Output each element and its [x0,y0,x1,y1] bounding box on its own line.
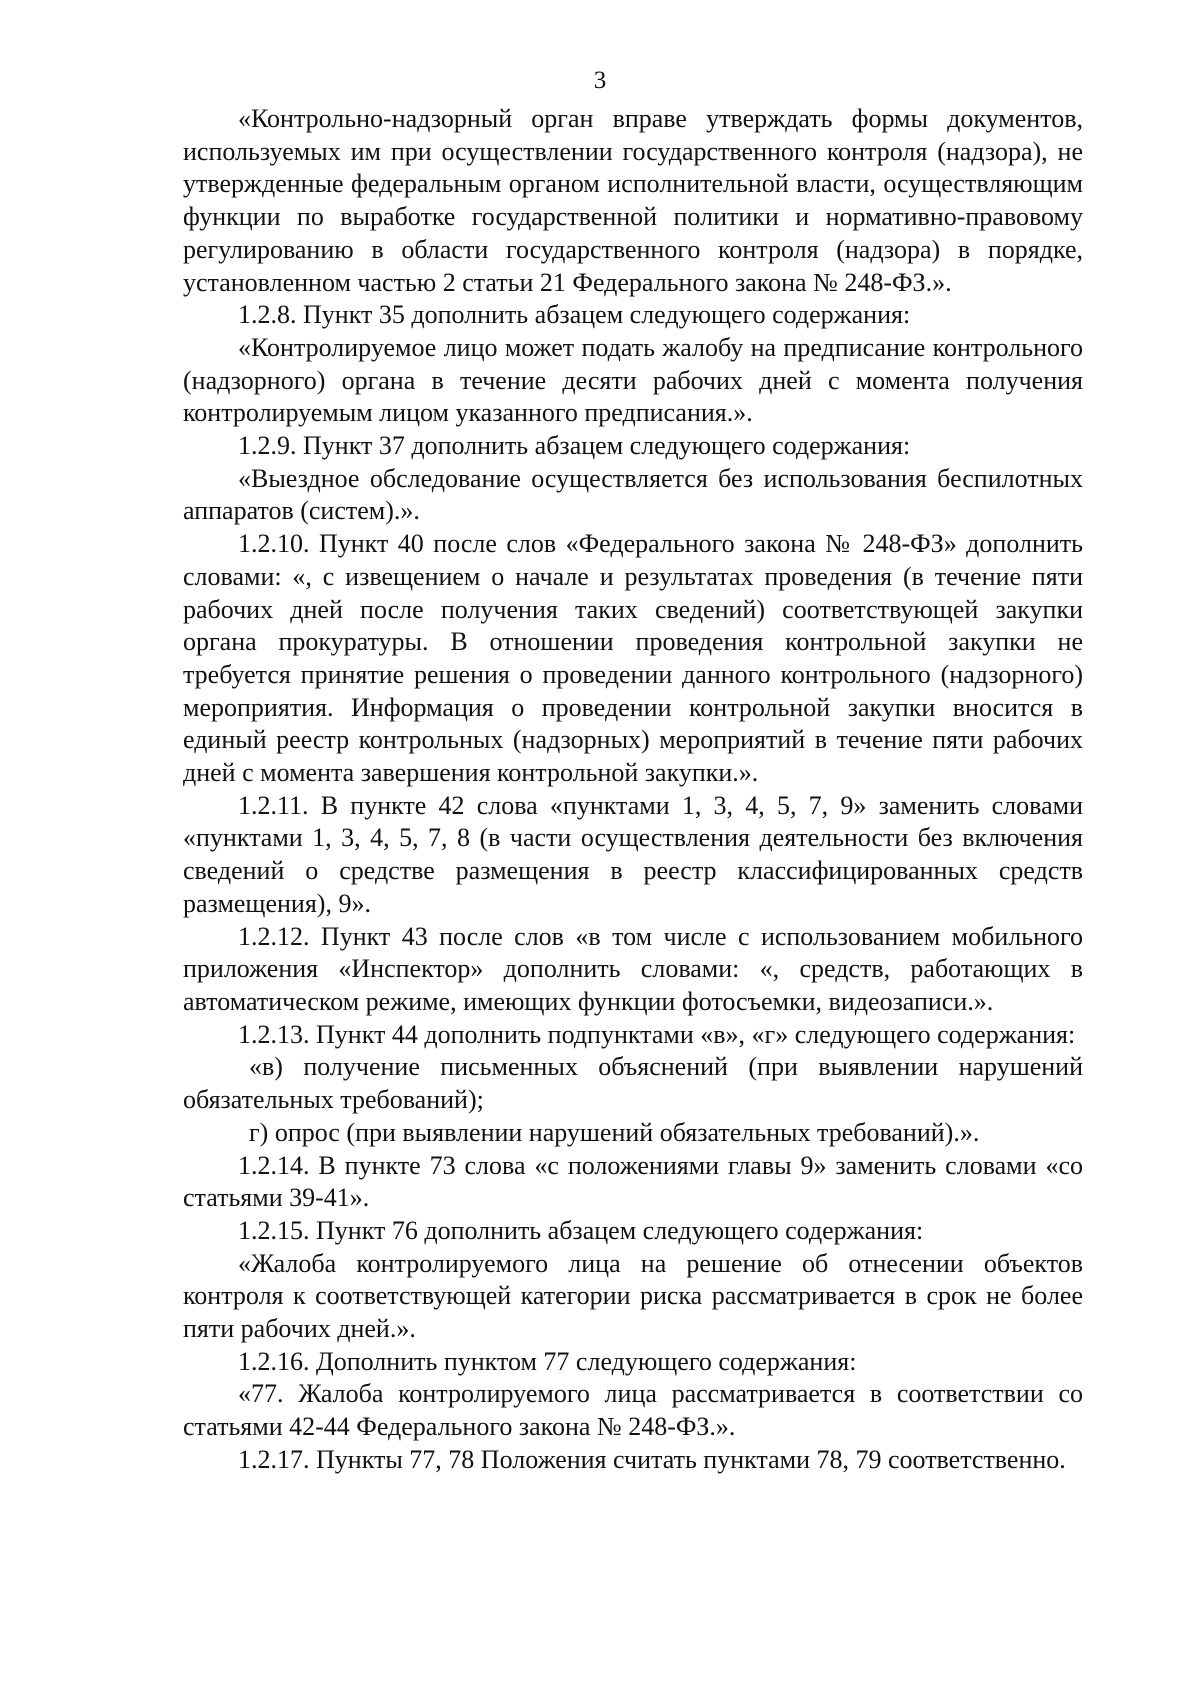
document-body [183,103,1083,1477]
paragraph-form-documents: «Контрольно-надзорный орган вправе утверждать формы документов, используемых им при осуществлении государственного контроля (надзора), не утвержденные федеральным органом исполнительной власти, осуществляющим функции по выработке государственной политики и нормативно-правовому регулированию в области государственного контроля (надзора) в порядке, установленном частью 2 статьи 21 Федерального закона № 248-ФЗ.». [183,104,1083,297]
paragraph-1-2-11: 1.2.11. В пункте 42 слова «пунктами 1, 3, 4, 5, 7, 9» заменить словами «пунктами 1, 3, 4, 5, 7, 8 (в части осуществления деятельности без включения сведений о средстве размещения в реестр классифицированных средств размещения), 9». [183,790,1083,918]
paragraph-1-2-8: 1.2.8. Пункт 35 дополнить абзацем следующего содержания: [238,300,911,330]
paragraph-1-2-17: 1.2.17. Пункты 77, 78 Положения считать пунктами 78, 79 соответственно. [238,1444,1066,1474]
paragraph-risk-category-complaint: «Жалоба контролируемого лица на решение об отнесении объектов контроля к соответствующей категории риска рассматривается в срок не более пяти рабочих дней.». [183,1248,1083,1344]
paragraph-subpoint-v: «в) получение письменных объяснений (при выявлении нарушений обязательных требований); [183,1052,1083,1115]
paragraph-1-2-14: 1.2.14. В пункте 73 слова «с положениями главы 9» заменить словами «со статьями 39-41». [183,1150,1083,1213]
paragraph-1-2-9: 1.2.9. Пункт 37 дополнить абзацем следующего содержания: [238,431,911,461]
paragraph-point-77: «77. Жалоба контролируемого лица рассматривается в соответствии со статьями 42-44 Федерального закона № 248-ФЗ.». [183,1379,1083,1442]
paragraph-1-2-16: 1.2.16. Дополнить пунктом 77 следующего содержания: [238,1346,857,1376]
paragraph-1-2-12: 1.2.12. Пункт 43 после слов «в том числе с использованием мобильного приложения «Инспектор» дополнить словами: «, средств, работающих в автоматическом режиме, имеющих функции фотосъемки, видеозаписи.». [183,921,1083,1016]
paragraph-1-2-15: 1.2.15. Пункт 76 дополнить абзацем следующего содержания: [238,1215,924,1245]
paragraph-1-2-13: 1.2.13. Пункт 44 дополнить подпунктами «в», «г» следующего содержания: [238,1019,1076,1049]
paragraph-1-2-10: 1.2.10. Пункт 40 после слов «Федерального закона № 248-ФЗ» дополнить словами: «, с извещением о начале и результатах проведения (в течение пяти рабочих дней после получения таких сведений) соответствующей закупки органа прокуратуры. В отношении проведения контрольной закупки не требуется принятие решения о проведении данного контрольного (надзорного) мероприятия. Информация о проведении контрольной закупки вносится в единый реестр контрольных (надзорных) мероприятий в течение пяти рабочих дней с момента завершения контрольной закупки.». [183,529,1083,788]
paragraph-subpoint-g: г) опрос (при выявлении нарушений обязательных требований).». [249,1117,980,1147]
paragraph-complaint-prescription: «Контролируемое лицо может подать жалобу на предписание контрольного (надзорного) органа в течение десяти рабочих дней с момента получения контролируемым лицом указанного предписания.». [183,332,1083,428]
page-number: 3 [593,67,607,94]
paragraph-field-survey: «Выездное обследование осуществляется без использования беспилотных аппаратов (систем).». [183,463,1083,526]
